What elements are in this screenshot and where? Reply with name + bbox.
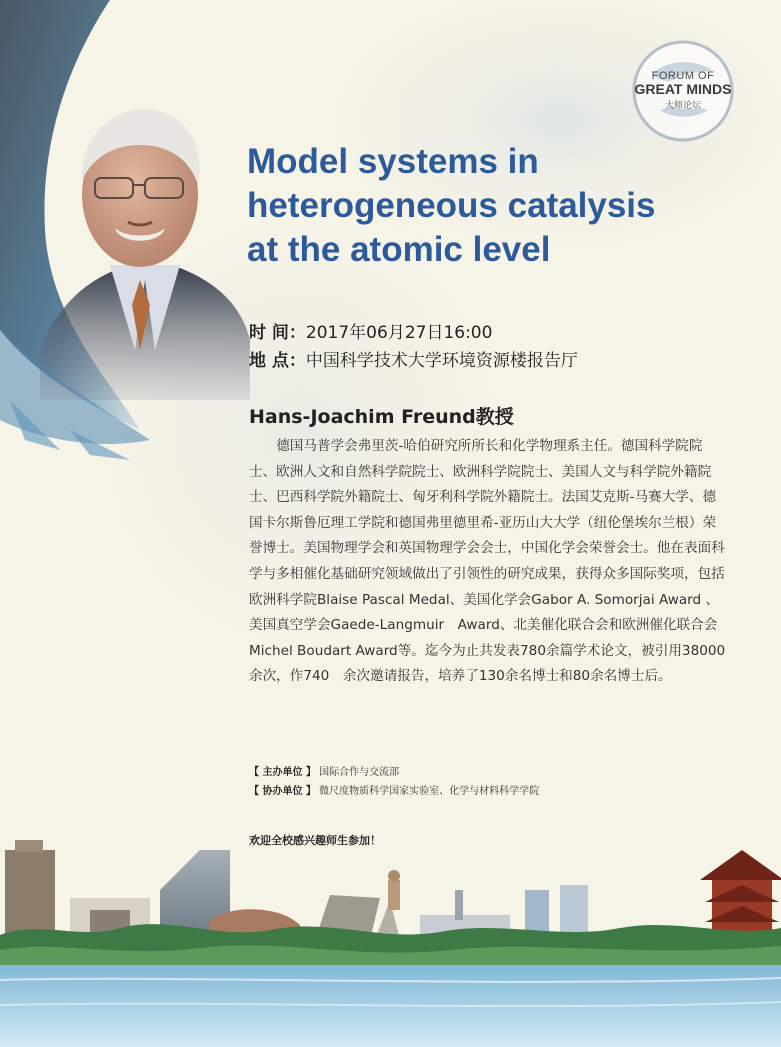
host-label: 【 主办单位 】 <box>249 767 316 778</box>
title-line-1: Model systems in <box>247 142 539 181</box>
talk-title <box>247 140 747 272</box>
place-value: 中国科学技术大学环境资源楼报告厅 <box>305 351 578 371</box>
place-label: 地 点： <box>249 351 306 371</box>
speaker-portrait <box>40 100 250 400</box>
time-value: 2017年06月27日16:00 <box>305 323 493 343</box>
place-row <box>249 346 578 371</box>
welcome-text: 欢迎全校感兴趣师生参加！ <box>249 834 381 847</box>
time-row <box>249 318 492 343</box>
logo-line3: 大师论坛 <box>664 101 701 111</box>
host-value: 国际合作与交流部 <box>319 767 400 778</box>
logo-line1: FORUM OF <box>651 70 715 82</box>
host-row <box>249 763 399 778</box>
speaker-bio: 德国马普学会弗里茨-哈伯研究所所长和化学物理系主任。德国科学院院士、欧洲人文和自然科学院院士、欧洲科学院院士、美国人文与科学院外籍院士、巴西科学院外籍院士、匈牙利科学院外籍院士。法国艾克斯-马赛大学、德国卡尔斯鲁厄理工学院和德国弗里德里希-亚历山大大学（纽伦堡埃尔兰根）荣誉博士。美国物理学会和英国物理学会会士，中国化学会荣誉会士。他在表面科学与多相催化基础研究领域做出了引领性的研究成果，获得众多国际奖项，包括欧洲科学院Blaise Pascal Medal、美国化学会Gabor A. Somorjai Award 、美国真空学会Gaede-Langmuir Award、北美催化联合会和欧洲催化联合会Michel Boudart Award等。迄今为止共发表780余篇学术论文，被引用38000余次，作740 余次邀请报告，培养了130余名博士和80余名博士后。 <box>249 438 726 685</box>
logo-line2: GREAT MINDS <box>634 81 732 97</box>
cohost-value: 微尺度物质科学国家实验室、化学与材料科学学院 <box>319 786 540 797</box>
cohost-label: 【 协办单位 】 <box>249 786 316 797</box>
title-line-3: at the atomic level <box>247 230 551 269</box>
cohost-row <box>249 782 539 797</box>
title-line-2: heterogeneous catalysis <box>247 186 656 225</box>
campus-skyline-illustration <box>0 840 781 1047</box>
time-label: 时 间： <box>249 323 306 343</box>
speaker-name: Hans-Joachim Freund教授 <box>249 406 514 428</box>
